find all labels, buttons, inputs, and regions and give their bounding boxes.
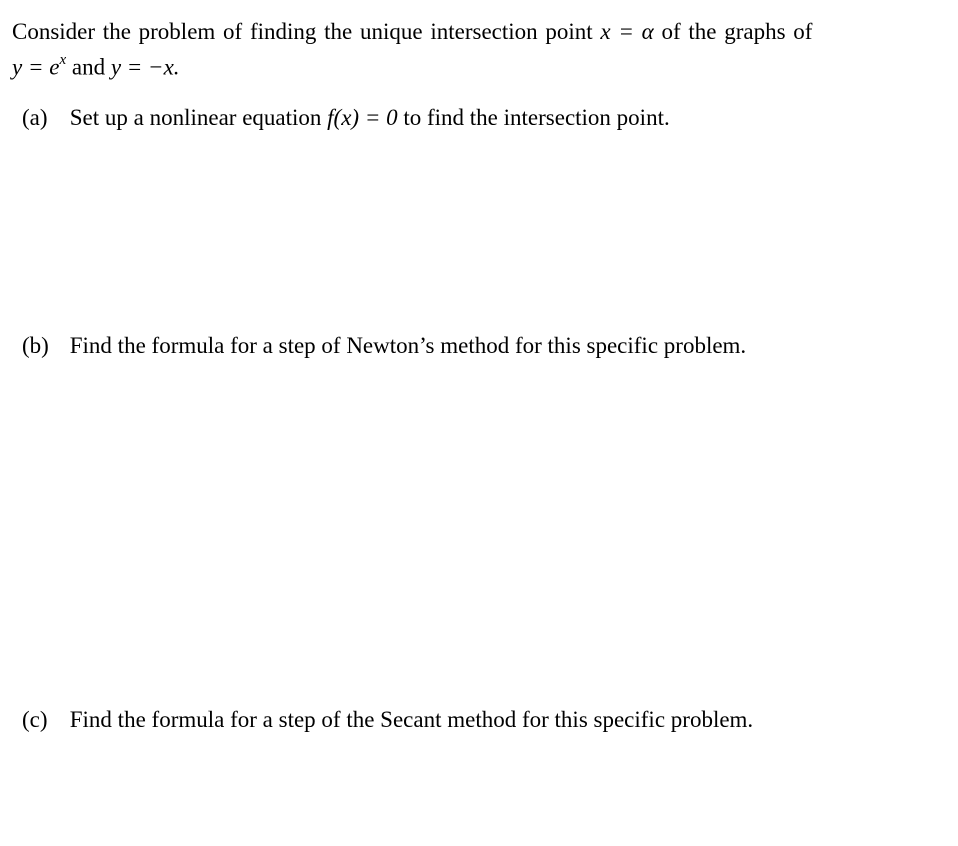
part-b-text: Find the formula for a step of Newton’s method for this specific problem.	[69, 333, 747, 358]
intro-tail-text: of the graphs of	[661, 19, 813, 44]
part-a-math: f(x) = 0	[327, 105, 398, 130]
part-b-label: (b)	[22, 333, 49, 358]
exp-equation: y = e	[12, 54, 60, 80]
exp-exponent: x	[59, 52, 67, 68]
intro-text: Consider the problem of finding the unique intersection point	[12, 19, 593, 44]
question-part-a	[22, 104, 670, 132]
problem-statement-line-1	[12, 18, 812, 46]
and-word: and	[71, 54, 106, 80]
intersection-math: x = α	[600, 19, 654, 44]
problem-statement-line-2	[12, 48, 180, 82]
linear-equation: y = −x.	[110, 54, 180, 80]
part-c-label: (c)	[22, 707, 48, 732]
part-a-text-after: to find the intersection point.	[403, 105, 670, 130]
question-part-c	[22, 706, 753, 734]
part-a-text-before: Set up a nonlinear equation	[69, 105, 322, 130]
question-part-b	[22, 332, 746, 360]
part-c-text: Find the formula for a step of the Secant method for this specific problem.	[69, 707, 754, 732]
part-a-label: (a)	[22, 105, 48, 130]
